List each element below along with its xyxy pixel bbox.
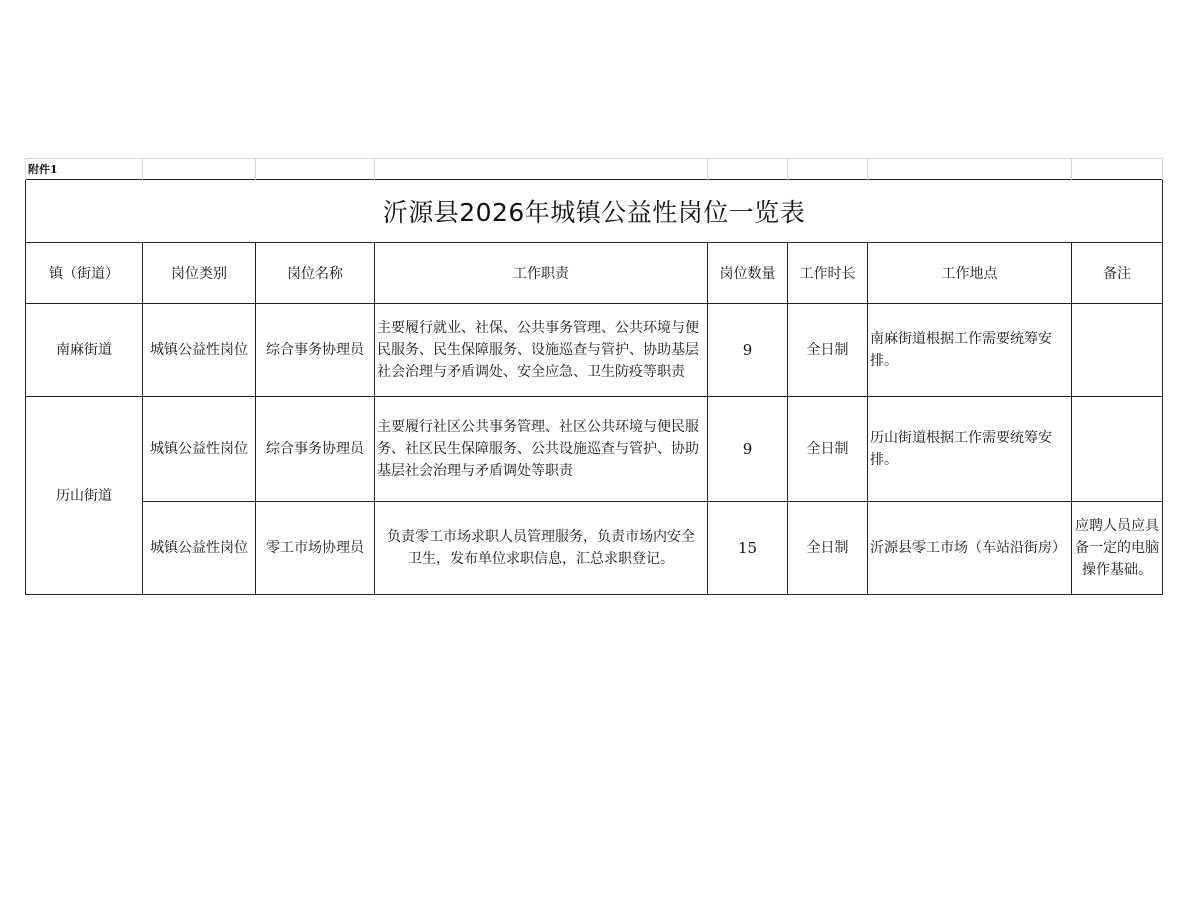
table-row [26,304,1163,397]
spreadsheet-sheet [25,158,1162,595]
cell-remarks [1072,304,1163,397]
cell-category: 城镇公益性岗位 [143,304,256,397]
cell-remarks: 应聘人员应具备一定的电脑操作基础。 [1072,502,1163,595]
cell-count: 9 [708,397,788,502]
cell-hours: 全日制 [788,304,868,397]
cell-hours: 全日制 [788,502,868,595]
cell-category: 城镇公益性岗位 [143,502,256,595]
annex-row [26,159,1163,180]
cell-location: 历山街道根据工作需要统筹安排。 [868,397,1072,502]
annex-label: 附件1 [26,159,143,180]
empty-cell [868,159,1072,180]
header-location: 工作地点 [868,243,1072,304]
header-remarks: 备注 [1072,243,1163,304]
cell-category: 城镇公益性岗位 [143,397,256,502]
cell-count: 9 [708,304,788,397]
positions-table [25,158,1163,595]
cell-duties: 主要履行社区公共事务管理、社区公共环境与便民服务、社区民生保障服务、公共设施巡查与管护、协助基层社会治理与矛盾调处等职责 [375,397,708,502]
title-row [26,180,1163,243]
empty-cell [375,159,708,180]
empty-cell [256,159,375,180]
cell-hours: 全日制 [788,397,868,502]
empty-cell [143,159,256,180]
empty-cell [788,159,868,180]
header-count: 岗位数量 [708,243,788,304]
header-town: 镇（街道） [26,243,143,304]
cell-remarks [1072,397,1163,502]
cell-count: 15 [708,502,788,595]
cell-town-merged: 历山街道 [26,397,143,595]
cell-town: 南麻街道 [26,304,143,397]
cell-duties: 主要履行就业、社保、公共事务管理、公共环境与便民服务、民生保障服务、设施巡查与管护、协助基层社会治理与矛盾调处、安全应急、卫生防疫等职责 [375,304,708,397]
cell-position: 综合事务协理员 [256,304,375,397]
cell-position: 综合事务协理员 [256,397,375,502]
header-hours: 工作时长 [788,243,868,304]
table-row [26,502,1163,595]
header-duties: 工作职责 [375,243,708,304]
header-position: 岗位名称 [256,243,375,304]
cell-position: 零工市场协理员 [256,502,375,595]
cell-location: 沂源县零工市场（车站沿街房） [868,502,1072,595]
empty-cell [708,159,788,180]
header-row [26,243,1163,304]
table-title: 沂源县2026年城镇公益性岗位一览表 [26,180,1163,243]
empty-cell [1072,159,1163,180]
header-category: 岗位类别 [143,243,256,304]
table-row [26,397,1163,502]
cell-location: 南麻街道根据工作需要统筹安排。 [868,304,1072,397]
cell-duties: 负责零工市场求职人员管理服务，负责市场内安全卫生，发布单位求职信息，汇总求职登记。 [375,502,708,595]
